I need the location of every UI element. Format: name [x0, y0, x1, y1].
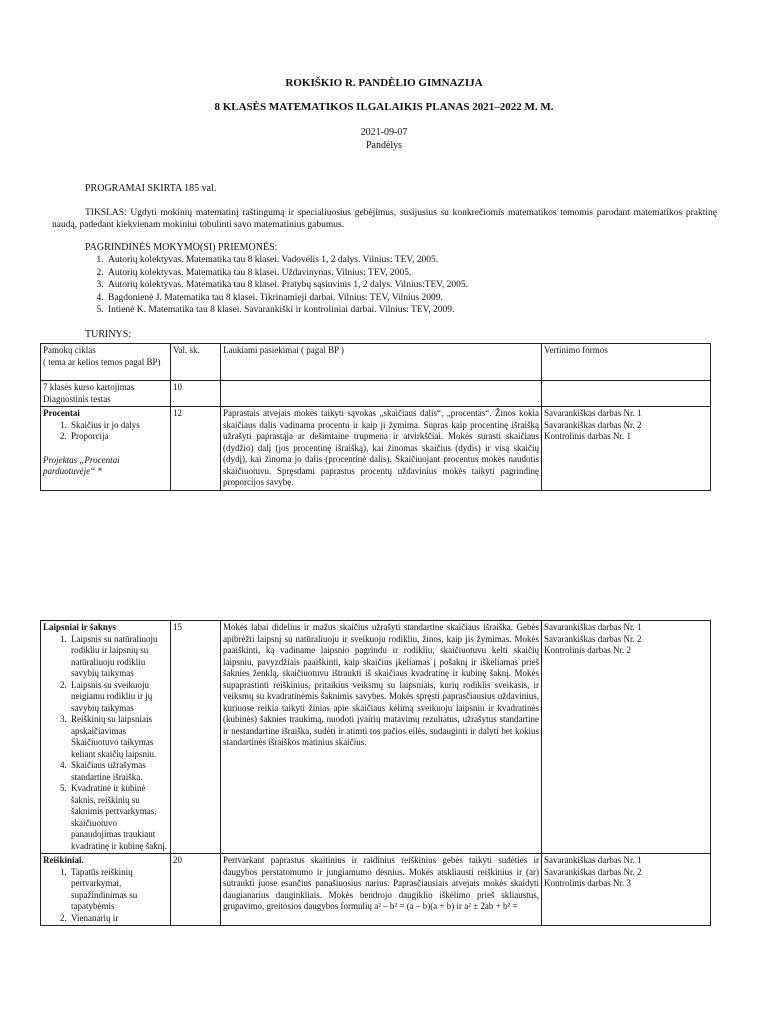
resource-item: 4. Bagdonienė J. Matematika tau 8 klasei. Tikrinamieji darbai. Vilnius: TEV, Vilnius 2009. — [106, 292, 468, 305]
row-outcomes: Pertvarkant paprastus skaitinius ir raidinius reiškinius gebės taikyti sudėties ir daugybos perstatomumo ir jungiamumo dėsnius. Mokės atskliausti reiškinius ir (ar) sutraukti juose esančius panašiuosius narius. Paprasčiausiais atvejais mokės skaidyti daugianarius dauginkliais. Mokės bendrojo daugiklio iškėlimo prieš skliaustus, grupavimo, greitosios daugybos formulių a² – b² = (a – b)(a + b) ir a² ± 2ab + b² = — [221, 854, 542, 926]
goal-paragraph: TIKSLAS: Ugdyti mokinių matematinį raštingumą ir specialiuosius gebėjimus, susijusius su konkrečiomis matematikos temomis parodant matematikos praktinę naudą, padedant kiekvienam mokiniui tobulinti savo matematinius gabumus. — [52, 208, 717, 230]
table-row — [41, 621, 711, 854]
resource-item: 1. Autorių kolektyvas. Matematika tau 8 klasei. Vadovėlis 1, 2 dalys. Vilnius: TEV, 2005. — [106, 254, 468, 267]
assessment-item: Savarankiškas darbas Nr. 2 — [544, 866, 642, 877]
contents-heading: TURINYS: — [85, 329, 132, 340]
header-assessment: Vertinimo formos — [542, 344, 711, 381]
row-topic — [41, 854, 171, 926]
program-hours: PROGRAMAI SKIRTA 185 val. — [85, 183, 217, 194]
topic-list — [43, 634, 168, 853]
row-hours: 15 — [171, 621, 221, 854]
row-hours: 10 — [171, 381, 221, 407]
plan-date: 2021-09-07 — [360, 127, 408, 138]
assessment-item: Kontrolinis darbas Nr. 1 — [544, 431, 631, 441]
row-topic: 7 klasės kurso kartojimas Diagnostinis testas — [41, 381, 171, 407]
plan-place: Pandėlys — [365, 140, 403, 151]
list-item: 4. Skaičiaus užrašymas standartine išraiška. — [69, 760, 168, 783]
table-header-row — [41, 344, 711, 381]
plan-table-part-2 — [40, 620, 711, 926]
row-assessment — [542, 621, 711, 854]
table-row — [41, 854, 711, 926]
assessment-item: Kontrolinis darbas Nr. 2 — [544, 645, 631, 655]
resource-item: 3. Autorių kolektyvas. Matematika tau 8 klasei. Pratybų sąsiuvinis 1, 2 dalys. Vilnius:TEV, 2005. — [106, 279, 468, 292]
assessment-item: Kontrolinis darbas Nr. 3 — [544, 878, 631, 888]
row-hours: 20 — [171, 854, 221, 926]
resource-item: 5. Intienė K. Matematika tau 8 klasei. Savarankiški ir kontroliniai darbai. Vilnius: TEV, 2009. — [106, 304, 468, 317]
row-hours: 12 — [171, 407, 221, 491]
topic-title: Laipsniai ir šaknys — [43, 622, 116, 632]
row-outcomes: Mokės labai didelius ir mažus skaičius užrašyti standartine skaičiaus išraiška. Gebės apibrėžti laipsnį su natūraliuoju ir sveikuoju rodikliu, žinos, kaip jis žymimas. Mokės paaiškinti, ką vadiname laipsnio pagrindu ir rodikliu, skaičiuotuvu kelti skaičių laipsniu, pavyzdžiais paaiškinti, kaip skaičius įkeliamas į pošaknį ir iškeliamas prieš šaknies ženklą, skaičiuotuvu ištraukti iš skaičiaus kvadratinę ir kubinę šaknį. Mokės supaprastinti reiškinius, pritaikius veiksmų su laipsniais, kurių rodiklis sveikasis, ir veiksmų su kvadratinėmis šaknimis savybes. Mokės spręsti paprasčiausius uždavinius, kuriuose reikia taikyti žinias apie skaičiaus kėlimą sveikuoju laipsniu ir kvadratinės (kubinės) šaknies traukimą, nuodoti įvairių matavimų rezultatus, užrašytus standartine ir nestandartine išraiška, sudėti ir atimti tos pačios eilės, sudauginti ir dalyti bet kokius standartinės išraiškos matinius skaičius. — [221, 621, 542, 854]
header-outcomes: Laukiami pasiekimai ( pagal BP ) — [221, 344, 542, 381]
list-item: 2. Proporcija — [69, 431, 168, 443]
row-assessment — [542, 381, 711, 407]
resources-list — [70, 254, 468, 317]
topic-title: Reiškiniai. — [43, 855, 84, 865]
header-cycle: Pamokų ciklas ( tema ar kelios temos pagal BP) — [41, 344, 171, 381]
assessment-item: Savarankiškas darbas Nr. 1 — [544, 855, 642, 865]
row-assessment — [542, 854, 711, 926]
assessment-item: Savarankiškas darbas Nr. 1 — [544, 408, 642, 418]
row-outcomes — [221, 381, 542, 407]
resource-item: 2. Autorių kolektyvas. Matematika tau 8 klasei. Uždavinynas. Vilnius: TEV, 2005. — [106, 267, 468, 280]
topic-list — [43, 867, 168, 925]
topic-title: Procentai — [43, 408, 80, 418]
list-item: 2. Laipsnis su sveikuoju neigiamu rodikliu ir jų savybių taikymas — [69, 680, 168, 715]
list-item: 2. Vienanarių ir — [69, 913, 168, 925]
school-name: ROKIŠKIO R. PANDĖLIO GIMNAZIJA — [285, 77, 483, 89]
assessment-item: Savarankiškas darbas Nr. 1 — [544, 622, 642, 632]
table-row — [41, 381, 711, 407]
topic-list — [43, 420, 168, 443]
assessment-item: Savarankiškas darbas Nr. 2 — [544, 419, 642, 430]
list-item: 1. Laipsnis su natūraliuoju rodikliu ir laipsnių su natūraliuoju rodikliu savybių taikymas — [69, 634, 168, 680]
project-note: Projektas „Procentai parduotuvėje“ * — [43, 454, 120, 476]
row-topic — [41, 407, 171, 491]
row-topic — [41, 621, 171, 854]
list-item: 1. Tapatūs reiškinių pertvarkymai, supažindinimas su tapatybėmis — [69, 867, 168, 913]
list-item: 5. Kvadratinė ir kubinė šaknis, reiškinių su šaknimis pertvarkymas, skaičiuotuvo panaudojimas traukiant kvadratinę ir kubinę šaknį. — [69, 783, 168, 852]
list-item: 3. Reiškinių su laipsniais apskaičiavimas Skaičiuotuvo taikymas keliant skaičių laipsniu. — [69, 714, 168, 760]
list-item: 1. Skaičius ir jo dalys — [69, 420, 168, 432]
resources-heading: PAGRINDINĖS MOKYMO(SI) PRIEMONĖS: — [85, 242, 278, 253]
assessment-item: Savarankiškas darbas Nr. 2 — [544, 633, 642, 644]
table-row — [41, 407, 711, 491]
row-outcomes: Paprastais atvejais mokės taikyti sąvokas „skaičiaus dalis“, „procentas“. Žinos kokia skaičiaus dalis vadinama procentu ir kaip ji žymima. Supras kaip procentinę išraišką užrašyti paprastąja ar dešimtaine trupmena ir atvirkščiai. Mokės surasti skaičiaus (dydžio) dalį (jos procentinę išraišką), kai žinomas skaičius (dydis) ir visą skaičių (dydį), kai žinoma jo dalis (procentinė dalis). Skaičiuojant procentus mokės naudotis skaičiuotuvu. Spręsdami paprastus procentų uždavinius mokės taikyti pagrindinę proporcijos savybę. — [221, 407, 542, 491]
header-hours: Val. sk. — [171, 344, 221, 381]
plan-table-part-1 — [40, 343, 711, 491]
plan-title: 8 KLASĖS MATEMATIKOS ILGALAIKIS PLANAS 2021–2022 M. M. — [214, 101, 554, 113]
row-assessment — [542, 407, 711, 491]
